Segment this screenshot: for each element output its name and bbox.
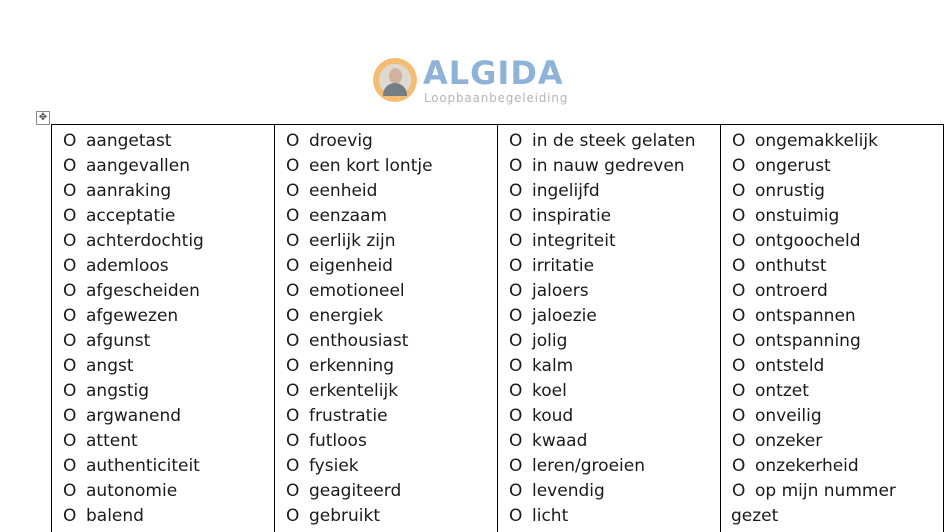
checkbox-bullet: O xyxy=(732,131,746,151)
word-entry xyxy=(509,479,720,504)
word-label: eenheid xyxy=(309,181,378,201)
word-entry xyxy=(732,454,943,479)
word-entry xyxy=(732,404,943,429)
word-label: gebruikt xyxy=(309,506,381,526)
word-entry xyxy=(63,454,274,479)
checkbox-bullet: O xyxy=(732,156,746,176)
word-entry xyxy=(509,129,720,154)
word-label: aanraking xyxy=(86,181,172,201)
word-entry xyxy=(286,229,497,254)
word-label: integriteit xyxy=(532,231,616,251)
checkbox-bullet: O xyxy=(732,331,746,351)
word-label: authenticiteit xyxy=(86,456,200,476)
checkbox-bullet: O xyxy=(509,231,523,251)
word-label: op mijn nummer xyxy=(755,481,896,501)
word-label: eerlijk zijn xyxy=(309,231,396,251)
checkbox-bullet: O xyxy=(286,481,300,501)
word-label: ontroerd xyxy=(755,281,828,301)
checkbox-bullet: O xyxy=(286,506,300,526)
word-column-1 xyxy=(52,125,275,532)
word-entry xyxy=(509,404,720,429)
table-row xyxy=(52,125,944,532)
checkbox-bullet: O xyxy=(732,306,746,326)
word-column-2 xyxy=(275,125,498,532)
word-label: angstig xyxy=(86,381,150,401)
word-label: enthousiast xyxy=(309,331,409,351)
checkbox-bullet: O xyxy=(509,356,523,376)
word-entry xyxy=(286,179,497,204)
word-entry xyxy=(509,304,720,329)
word-entry xyxy=(732,304,943,329)
word-entry xyxy=(732,329,943,354)
word-label: koud xyxy=(532,406,574,426)
word-label: ingelijfd xyxy=(532,181,600,201)
checkbox-bullet: O xyxy=(63,306,77,326)
word-label: eigenheid xyxy=(309,256,393,276)
checkbox-bullet: O xyxy=(509,131,523,151)
word-entry xyxy=(732,204,943,229)
word-label: ongerust xyxy=(755,156,831,176)
word-entry xyxy=(509,354,720,379)
word-entry xyxy=(732,354,943,379)
logo-subtitle: Loopbaanbegeleiding xyxy=(424,91,569,105)
word-label: erkentelijk xyxy=(309,381,399,401)
checkbox-bullet: O xyxy=(509,381,523,401)
checkbox-bullet: O xyxy=(286,381,300,401)
word-label: afgescheiden xyxy=(86,281,200,301)
word-entry xyxy=(732,179,943,204)
word-label: droevig xyxy=(309,131,373,151)
checkbox-bullet: O xyxy=(63,381,77,401)
word-entry xyxy=(286,129,497,154)
word-continuation: gezet xyxy=(731,506,779,526)
checkbox-bullet: O xyxy=(509,456,523,476)
word-entry xyxy=(286,329,497,354)
logo-name: ALGIDA xyxy=(423,54,564,92)
checkbox-bullet: O xyxy=(509,281,523,301)
word-label: ontzet xyxy=(755,381,809,401)
word-entry xyxy=(286,404,497,429)
checkbox-bullet: O xyxy=(732,481,746,501)
word-label: autonomie xyxy=(86,481,178,501)
word-label: kwaad xyxy=(532,431,588,451)
word-entry xyxy=(509,229,720,254)
word-label: levendig xyxy=(532,481,605,501)
checkbox-bullet: O xyxy=(63,281,77,301)
algida-logo xyxy=(373,56,583,110)
checkbox-bullet: O xyxy=(63,206,77,226)
table-move-handle-icon[interactable]: ✥ xyxy=(36,111,50,125)
word-column-3 xyxy=(498,125,721,532)
word-entry xyxy=(63,404,274,429)
word-entry xyxy=(509,329,720,354)
checkbox-bullet: O xyxy=(732,456,746,476)
word-entry xyxy=(509,204,720,229)
word-label: achterdochtig xyxy=(86,231,204,251)
word-label: jolig xyxy=(532,331,568,351)
word-entry xyxy=(509,504,720,529)
checkbox-bullet: O xyxy=(286,181,300,201)
word-entry xyxy=(286,479,497,504)
word-entry xyxy=(286,254,497,279)
checkbox-bullet: O xyxy=(63,181,77,201)
checkbox-bullet: O xyxy=(286,206,300,226)
checkbox-bullet: O xyxy=(286,356,300,376)
checkbox-bullet: O xyxy=(286,131,300,151)
word-label: ongemakkelijk xyxy=(755,131,878,151)
checkbox-bullet: O xyxy=(286,331,300,351)
checkbox-bullet: O xyxy=(63,256,77,276)
checkbox-bullet: O xyxy=(509,481,523,501)
word-label: ademloos xyxy=(86,256,169,276)
word-label: jaloers xyxy=(532,281,589,301)
word-label: in nauw gedreven xyxy=(532,156,685,176)
word-entry xyxy=(63,129,274,154)
word-label: acceptatie xyxy=(86,206,176,226)
checkbox-bullet: O xyxy=(732,281,746,301)
word-label: in de steek gelaten xyxy=(532,131,696,151)
word-label: energiek xyxy=(309,306,384,326)
checkbox-bullet: O xyxy=(286,406,300,426)
word-entry xyxy=(286,504,497,529)
word-entry xyxy=(63,429,274,454)
word-label: frustratie xyxy=(309,406,388,426)
checkbox-bullet: O xyxy=(509,156,523,176)
word-entry xyxy=(732,379,943,404)
emotion-word-table xyxy=(51,124,944,532)
word-label: jaloezie xyxy=(532,306,597,326)
checkbox-bullet: O xyxy=(732,431,746,451)
word-entry xyxy=(63,204,274,229)
word-entry xyxy=(286,279,497,304)
word-label: koel xyxy=(532,381,567,401)
checkbox-bullet: O xyxy=(63,431,77,451)
checkbox-bullet: O xyxy=(509,406,523,426)
word-label: aangetast xyxy=(86,131,172,151)
checkbox-bullet: O xyxy=(509,431,523,451)
word-entry xyxy=(63,304,274,329)
checkbox-bullet: O xyxy=(286,256,300,276)
word-label: afgunst xyxy=(86,331,151,351)
word-label: ontspanning xyxy=(755,331,861,351)
word-label: fysiek xyxy=(309,456,359,476)
word-entry xyxy=(509,154,720,179)
checkbox-bullet: O xyxy=(286,306,300,326)
word-label: leren/groeien xyxy=(532,456,645,476)
checkbox-bullet: O xyxy=(286,281,300,301)
checkbox-bullet: O xyxy=(286,431,300,451)
checkbox-bullet: O xyxy=(509,206,523,226)
word-label: kalm xyxy=(532,356,574,376)
word-label: licht xyxy=(532,506,569,526)
word-entry xyxy=(732,254,943,279)
word-entry xyxy=(63,154,274,179)
word-label: onthutst xyxy=(755,256,827,276)
checkbox-bullet: O xyxy=(63,231,77,251)
checkbox-bullet: O xyxy=(732,231,746,251)
word-label: geagiteerd xyxy=(309,481,402,501)
word-label: aangevallen xyxy=(86,156,191,176)
logo-portrait-badge xyxy=(373,58,417,102)
checkbox-bullet: O xyxy=(509,331,523,351)
checkbox-bullet: O xyxy=(63,156,77,176)
checkbox-bullet: O xyxy=(63,331,77,351)
word-entry xyxy=(732,154,943,179)
word-label: onstuimig xyxy=(755,206,840,226)
checkbox-bullet: O xyxy=(63,406,77,426)
word-entry xyxy=(63,329,274,354)
checkbox-bullet: O xyxy=(63,131,77,151)
word-label: balend xyxy=(86,506,144,526)
word-label: inspiratie xyxy=(532,206,612,226)
word-entry xyxy=(63,179,274,204)
checkbox-bullet: O xyxy=(63,481,77,501)
word-label: emotioneel xyxy=(309,281,405,301)
word-entry xyxy=(509,254,720,279)
word-entry xyxy=(509,379,720,404)
word-entry xyxy=(732,229,943,254)
word-label: onzekerheid xyxy=(755,456,859,476)
word-label: irritatie xyxy=(532,256,595,276)
checkbox-bullet: O xyxy=(63,456,77,476)
checkbox-bullet: O xyxy=(63,506,77,526)
checkbox-bullet: O xyxy=(732,256,746,276)
word-entry xyxy=(286,454,497,479)
word-label: een kort lontje xyxy=(309,156,433,176)
word-label: onveilig xyxy=(755,406,822,426)
word-entry xyxy=(63,479,274,504)
checkbox-bullet: O xyxy=(509,181,523,201)
word-entry xyxy=(509,429,720,454)
checkbox-bullet: O xyxy=(63,356,77,376)
word-entry xyxy=(286,429,497,454)
checkbox-bullet: O xyxy=(509,306,523,326)
word-entry xyxy=(509,454,720,479)
word-label: onzeker xyxy=(755,431,823,451)
word-entry xyxy=(286,304,497,329)
word-entry xyxy=(732,479,943,504)
word-entry xyxy=(63,379,274,404)
word-entry xyxy=(732,279,943,304)
word-entry xyxy=(286,354,497,379)
word-entry xyxy=(63,354,274,379)
word-entry xyxy=(509,279,720,304)
word-entry xyxy=(509,179,720,204)
checkbox-bullet: O xyxy=(732,406,746,426)
word-entry xyxy=(286,154,497,179)
word-label: erkenning xyxy=(309,356,394,376)
checkbox-bullet: O xyxy=(732,206,746,226)
word-entry xyxy=(286,204,497,229)
checkbox-bullet: O xyxy=(286,156,300,176)
word-entry xyxy=(286,379,497,404)
word-entry xyxy=(63,254,274,279)
word-label: angst xyxy=(86,356,134,376)
word-label: futloos xyxy=(309,431,367,451)
word-entry xyxy=(63,504,274,529)
checkbox-bullet: O xyxy=(286,231,300,251)
checkbox-bullet: O xyxy=(732,181,746,201)
word-label: attent xyxy=(86,431,138,451)
word-label: afgewezen xyxy=(86,306,179,326)
word-column-4 xyxy=(721,125,944,532)
word-entry xyxy=(732,129,943,154)
checkbox-bullet: O xyxy=(732,356,746,376)
word-label: eenzaam xyxy=(309,206,388,226)
word-label: argwanend xyxy=(86,406,182,426)
checkbox-bullet: O xyxy=(509,256,523,276)
word-label: ontgoocheld xyxy=(755,231,861,251)
word-label: ontsteld xyxy=(755,356,825,376)
checkbox-bullet: O xyxy=(509,506,523,526)
checkbox-bullet: O xyxy=(286,456,300,476)
word-label: onrustig xyxy=(755,181,825,201)
word-entry xyxy=(63,279,274,304)
word-entry xyxy=(63,229,274,254)
word-entry xyxy=(732,429,943,454)
word-label: ontspannen xyxy=(755,306,856,326)
checkbox-bullet: O xyxy=(732,381,746,401)
